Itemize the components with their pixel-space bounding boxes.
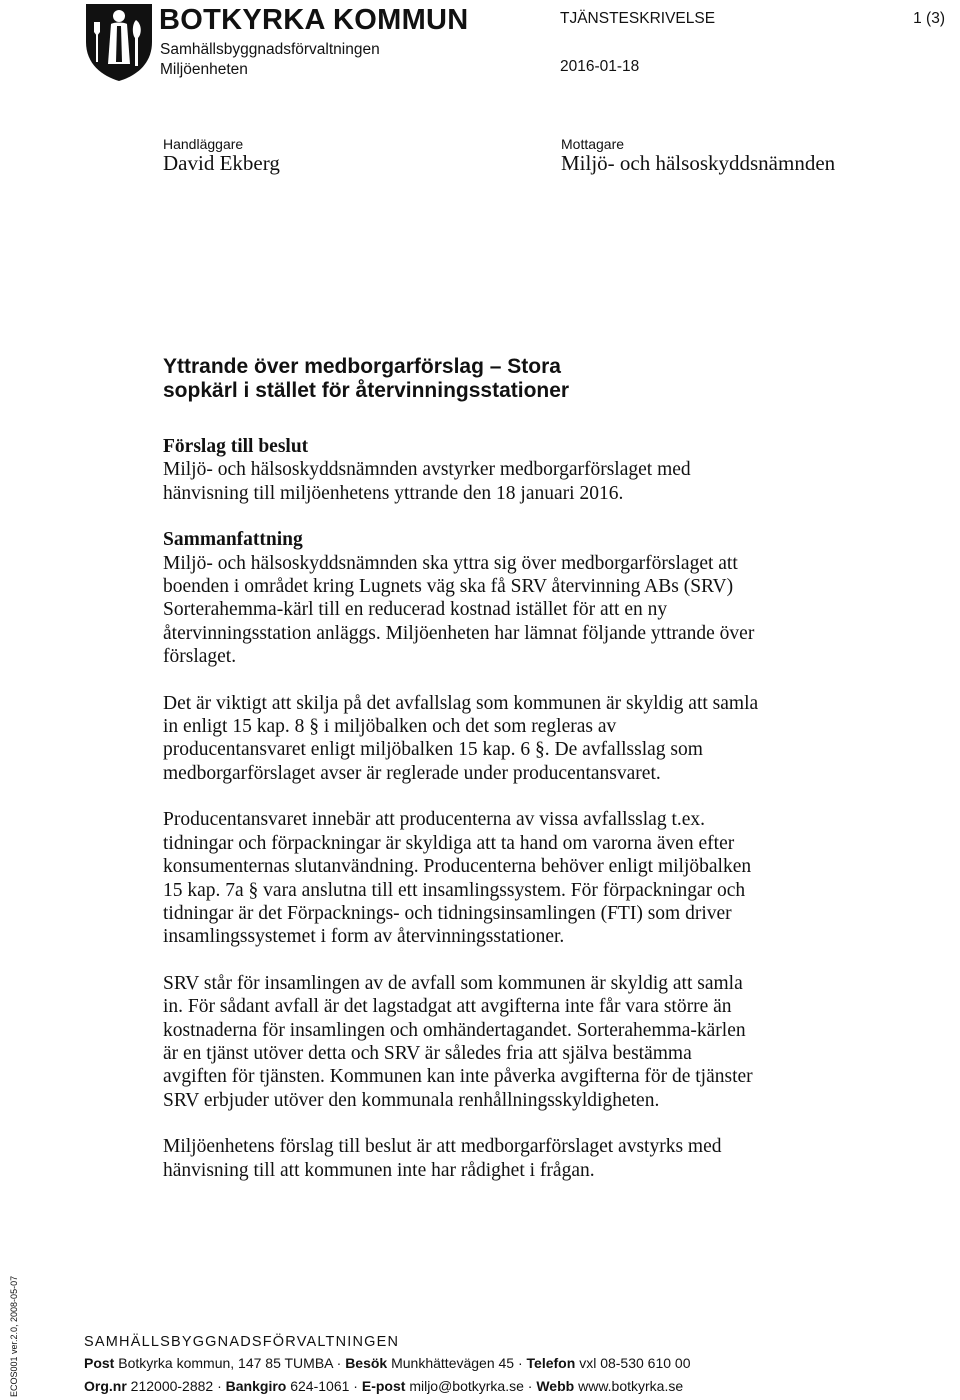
paragraph <box>163 808 863 948</box>
text-line: Miljö- och hälsoskyddsnämnden ska yttra sig över medborgarförslaget att <box>163 552 738 574</box>
text-line: insamlingssystemet i form av återvinningsstationer. <box>163 926 565 948</box>
bankgiro-label: Bankgiro <box>225 1378 287 1394</box>
text-line: tidningar och förpackningar är skyldiga att ta hand om varorna även efter <box>163 832 735 854</box>
footer-org-line <box>84 1378 683 1394</box>
paragraph <box>163 972 863 1112</box>
paragraph <box>163 552 863 669</box>
text-line: SRV erbjuder utöver den kommunala renhållningsskyldigheten. <box>163 1089 660 1111</box>
text-line: förslaget. <box>163 646 237 668</box>
document-date: 2016-01-18 <box>560 58 640 75</box>
proposal-heading: Förslag till beslut <box>163 436 309 457</box>
page-number: 1 (3) <box>913 10 945 27</box>
text-line: 15 kap. 7a § vara anslutna till ett insamlingssystem. För förpackningar och <box>163 879 746 901</box>
text-line: in enligt 15 kap. 8 § i miljöbalken och det som regleras av <box>163 716 617 738</box>
separator: · <box>213 1378 226 1394</box>
phone-label: Telefon <box>526 1355 576 1371</box>
footer-department: SAMHÄLLSBYGGNADSFÖRVALTNINGEN <box>84 1334 400 1350</box>
text-line: Det är viktigt att skilja på det avfallslag som kommunen är skyldig att samla <box>163 692 759 714</box>
document-type: TJÄNSTESKRIVELSE <box>560 10 716 27</box>
text-line: SRV står för insamlingen av de avfall som kommunen är skyldig att samla <box>163 972 743 994</box>
text-line: medborgarförslaget avser är reglerade under producentansvaret. <box>163 762 661 784</box>
text-line: avgiften för tjänsten. Kommunen kan inte påverka avgifterna för de tjänster <box>163 1066 753 1088</box>
orgnr-value: 212000-2882 <box>130 1378 214 1394</box>
visit-label: Besök <box>345 1355 388 1371</box>
text-line: Miljöenhetens förslag till beslut är att medborgarförslaget avstyrks med <box>163 1136 722 1158</box>
text-line: Miljö- och hälsoskyddsnämnden avstyrker medborgarförslaget med <box>163 459 691 481</box>
text-line: Sorterahemma-kärl till en reducerad kostnad istället för att en ny <box>163 599 668 621</box>
text-line: hänvisning till miljöenhetens yttrande den 18 januari 2016. <box>163 482 624 504</box>
phone-number: vxl 08-530 610 00 <box>579 1355 691 1371</box>
department-name: Samhällsbyggnadsförvaltningen <box>160 41 380 58</box>
coat-of-arms-logo <box>84 2 154 82</box>
email-link[interactable]: miljo@botkyrka.se <box>409 1378 524 1394</box>
post-address: Botkyrka kommun, 147 85 TUMBA <box>118 1355 333 1371</box>
form-version-text <box>0 1270 19 1400</box>
text-line: in. För sådant avfall är det lagstadgat att avgifterna inte får vara större än <box>163 996 732 1018</box>
text-line: Producentansvaret innebär att producenterna av vissa avfallsslag t.ex. <box>163 809 706 831</box>
handler-label: Handläggare <box>163 136 244 152</box>
summary-heading: Sammanfattning <box>163 529 303 551</box>
text-line: konsumenternas slutanvändning. Producenterna behöver enligt miljöbalken <box>163 856 752 878</box>
proposal-text <box>163 458 863 505</box>
text-line: boenden i området kring Lugnets väg ska få SRV återvinning ABs (SRV) <box>163 576 734 598</box>
text-line: hänvisning till att kommunen inte har rådighet i frågan. <box>163 1159 595 1181</box>
document-body <box>163 355 863 1182</box>
text-line: återvinningsstation anläggs. Miljöenheten har lämnat följande yttrande över <box>163 622 755 644</box>
email-label: E-post <box>361 1378 406 1394</box>
text-line: kostnaderna för insamlingen och omhändertagandet. Sorterahemma-kärlen <box>163 1019 746 1041</box>
department-info <box>160 40 380 80</box>
text-line: tidningar är det Förpacknings- och tidningsinsamlingen (FTI) som driver <box>163 902 732 924</box>
web-link[interactable]: www.botkyrka.se <box>578 1378 684 1394</box>
web-label: Webb <box>536 1378 575 1394</box>
separator: · <box>523 1378 537 1394</box>
recipient-label: Mottagare <box>561 136 625 152</box>
title-line: Yttrande över medborgarförslag – Stora <box>163 355 561 378</box>
paragraph <box>163 692 863 786</box>
unit-name: Miljöenheten <box>160 61 248 78</box>
footer-contact-line <box>84 1355 691 1371</box>
separator: · <box>349 1378 362 1394</box>
organization-name: BOTKYRKA KOMMUN <box>159 4 469 36</box>
document-title <box>163 355 863 403</box>
bankgiro-value: 624-1061 <box>290 1378 350 1394</box>
text-line: är en tjänst utöver detta och SRV är således fria att själva bestämma <box>163 1042 692 1064</box>
visit-address: Munkhättevägen 45 <box>391 1355 515 1371</box>
post-label: Post <box>84 1355 115 1371</box>
handler-name: David Ekberg <box>163 151 280 175</box>
orgnr-label: Org.nr <box>84 1378 127 1394</box>
paragraph <box>163 1135 863 1182</box>
form-version: ECOS001 ver.2.0, 2008-05-07 <box>9 1275 19 1397</box>
text-line: producentansvaret enligt miljöbalken 15 kap. 6 §. De avfallsslag som <box>163 739 703 761</box>
title-line: sopkärl i stället för återvinningsstationer <box>163 379 570 402</box>
recipient-name: Miljö- och hälsoskyddsnämnden <box>561 151 836 175</box>
separator: · <box>332 1355 346 1371</box>
separator: · <box>514 1355 527 1371</box>
